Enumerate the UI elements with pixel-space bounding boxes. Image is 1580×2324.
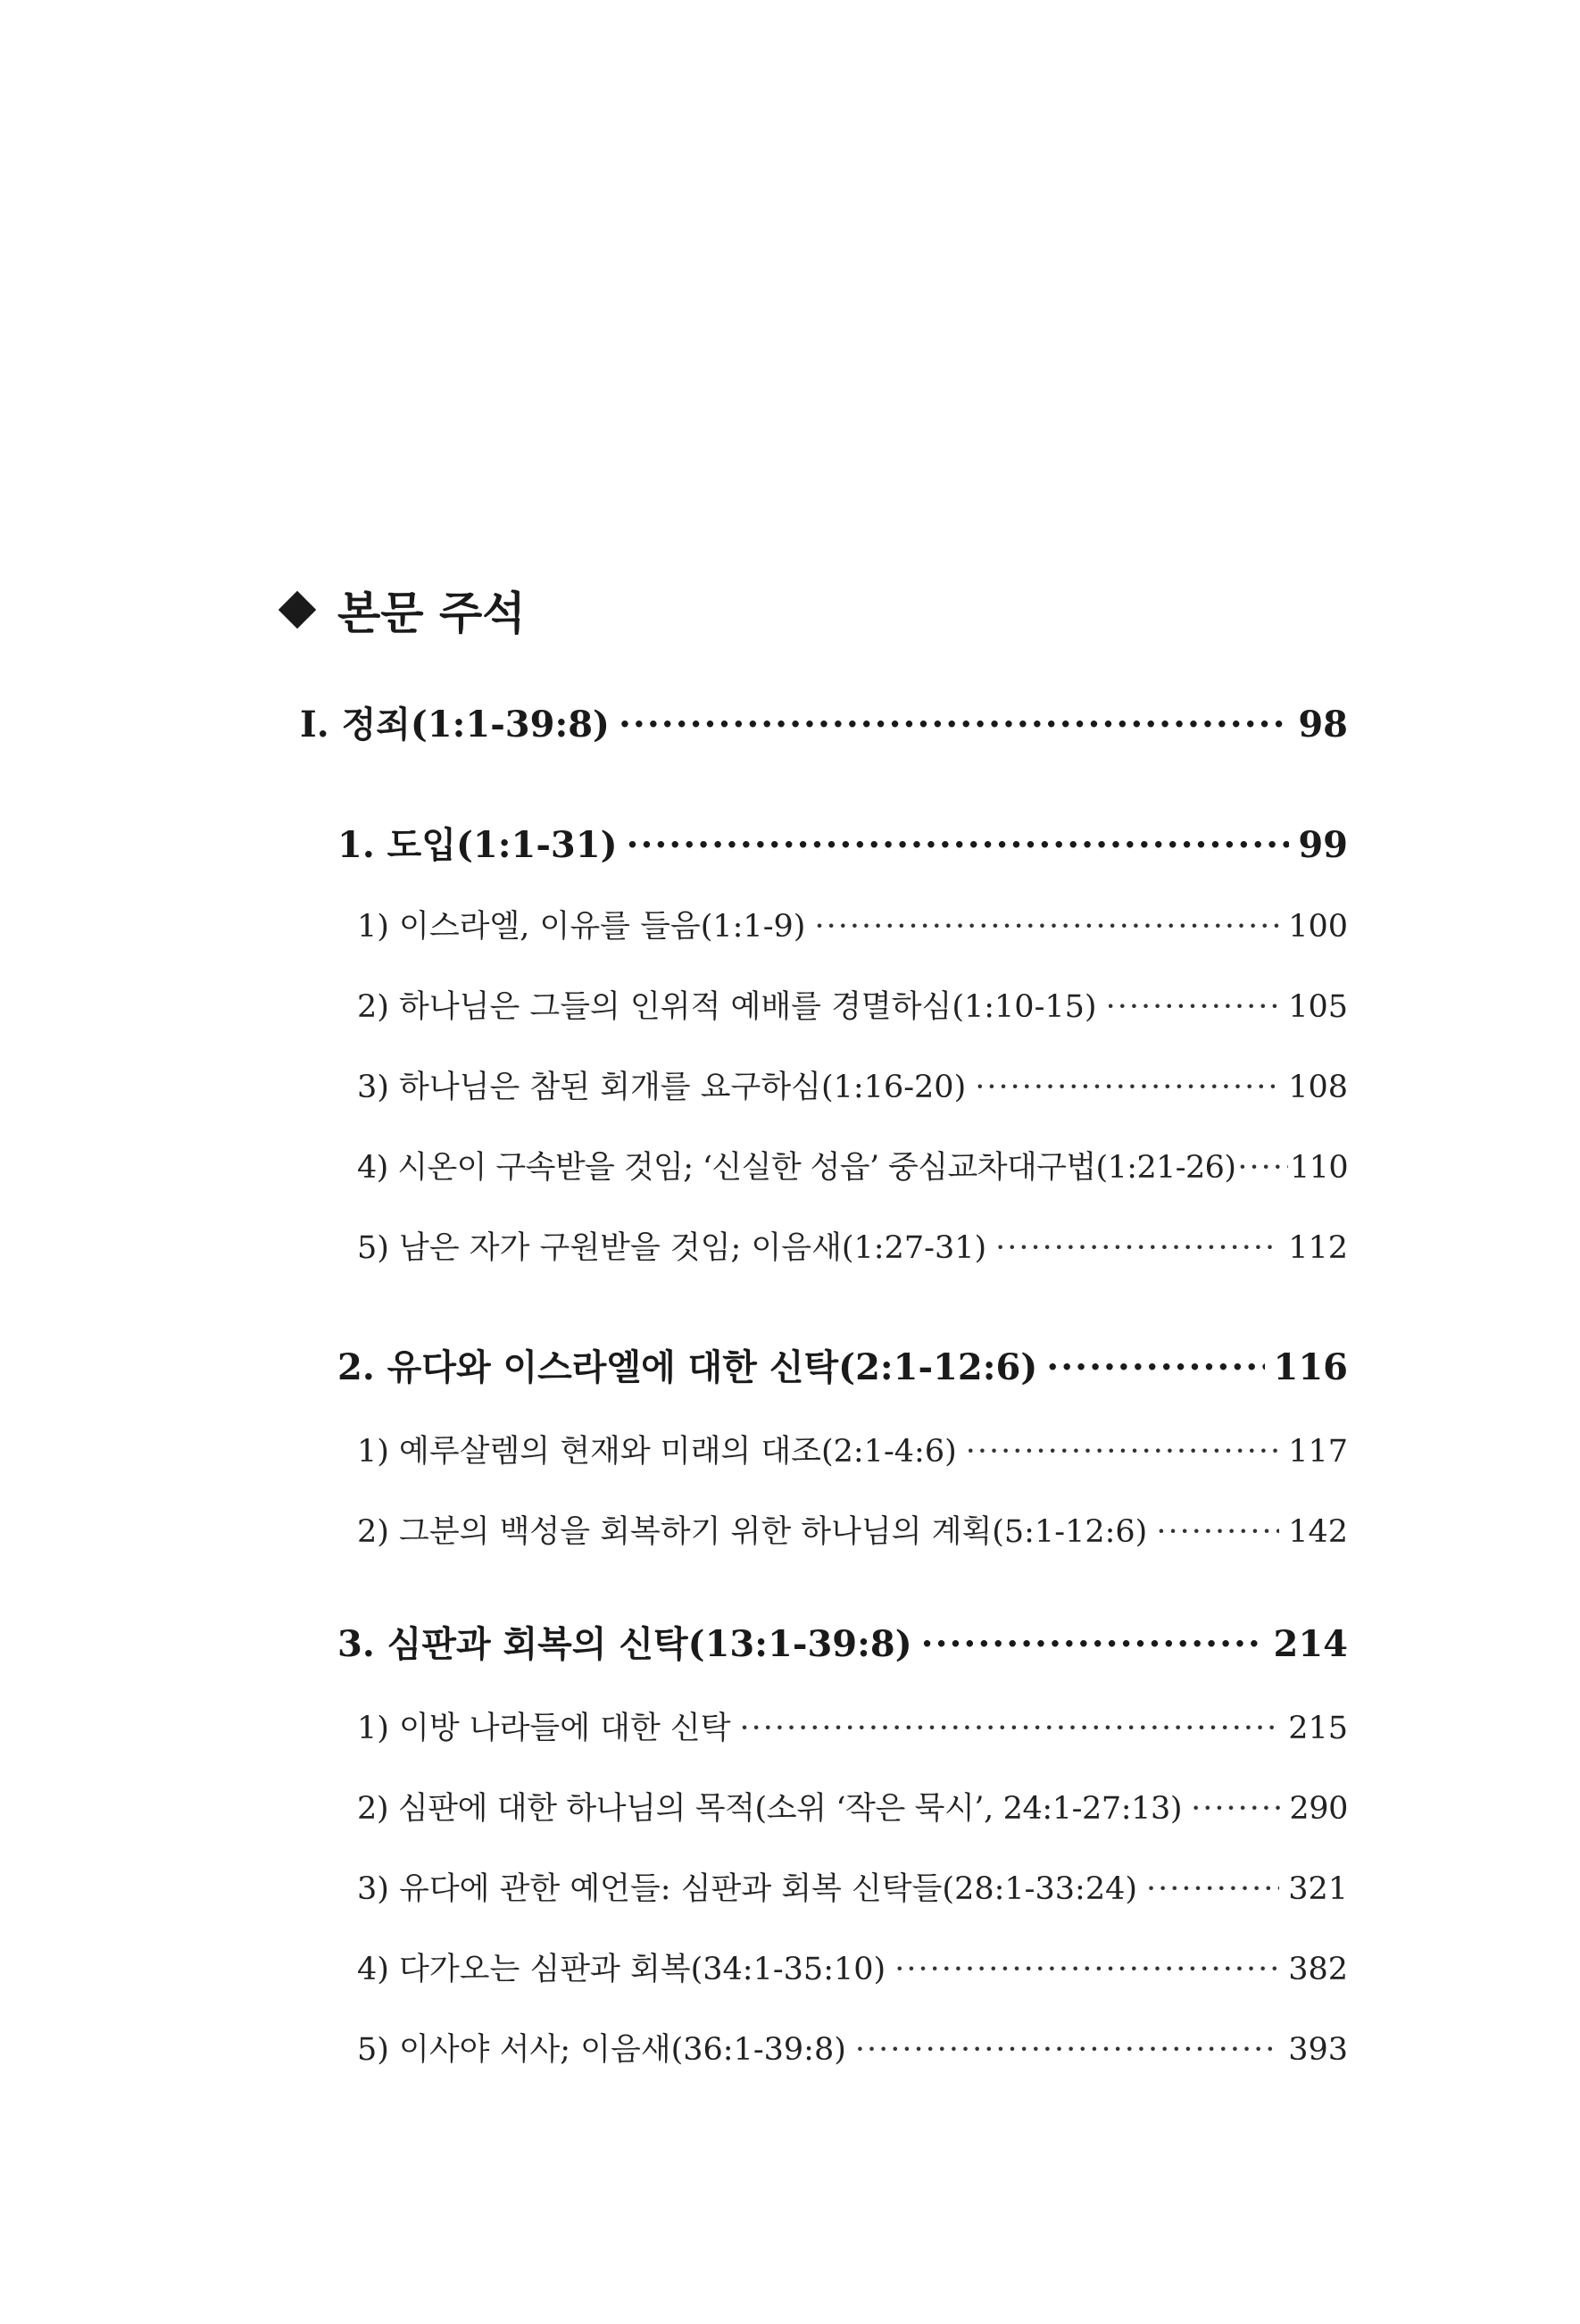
toc-entry-title: 3) 하나님은 참된 회개를 요구하심(1:16-20) — [357, 1070, 967, 1105]
toc-entry-page: 99 — [1298, 824, 1348, 866]
toc-entry-section[interactable] — [357, 1784, 1348, 1828]
toc-entry-title: 1) 이스라엘, 이유를 들음(1:1-9) — [357, 909, 806, 945]
toc-entry-page: 321 — [1288, 1871, 1348, 1907]
toc-entry-title: I. 정죄(1:1-39:8) — [300, 704, 610, 746]
toc-entry-title: 1) 예루살렘의 현재와 미래의 대조(2:1-4:6) — [357, 1434, 957, 1470]
toc-entry-page: 98 — [1298, 704, 1348, 746]
toc-entry-section[interactable] — [357, 1427, 1348, 1471]
toc-entry-title: 1) 이방 나라들에 대한 신탁 — [357, 1711, 731, 1746]
toc-entry-page: 116 — [1273, 1346, 1348, 1388]
toc-entry-title: 5) 이사야 서사; 이음새(36:1-39:8) — [357, 2032, 846, 2068]
toc-entry-page: 290 — [1289, 1791, 1348, 1827]
toc-entry-section[interactable] — [357, 1143, 1348, 1187]
toc-entry-title: 2. 유다와 이스라엘에 대한 신탁(2:1-12:6) — [337, 1346, 1038, 1388]
toc-entry-page: 110 — [1289, 1150, 1348, 1186]
toc-entry-page: 112 — [1288, 1230, 1348, 1266]
toc-leader-dots — [1146, 1871, 1279, 1907]
toc-leader-dots — [921, 1623, 1265, 1665]
toc-entry-title: 4) 시온이 구속받을 것임; ‘신실한 성읍’ 중심교차대구법(1:21-26) — [357, 1150, 1236, 1186]
toc-leader-dots — [1046, 1346, 1264, 1388]
toc-entry-title: 5) 남은 자가 구원받을 것임; 이음새(1:27-31) — [357, 1230, 987, 1266]
toc-leader-dots — [627, 824, 1290, 866]
toc-leader-dots — [1106, 989, 1280, 1025]
toc-entry-section[interactable] — [357, 1507, 1348, 1552]
toc-leader-dots — [619, 704, 1289, 746]
toc-entry-title: 2) 심판에 대한 하나님의 목적(소위 ‘작은 묵시’, 24:1-27:13) — [357, 1791, 1183, 1827]
toc-entry-chapter-1[interactable] — [337, 817, 1348, 868]
toc-entry-section[interactable] — [357, 1703, 1348, 1748]
toc-entry-title: 4) 다가오는 심판과 회복(34:1-35:10) — [357, 1952, 886, 1987]
toc-leader-dots — [855, 2032, 1279, 2068]
toc-entry-title: 1. 도입(1:1-31) — [337, 824, 618, 866]
toc-entry-chapter-2[interactable] — [337, 1339, 1348, 1390]
toc-entry-section[interactable] — [357, 1864, 1348, 1909]
toc-entry-page: 214 — [1273, 1623, 1348, 1665]
toc-leader-dots — [740, 1711, 1280, 1746]
toc-leader-dots — [894, 1952, 1279, 1987]
toc-entry-chapter-3[interactable] — [337, 1616, 1348, 1667]
toc-leader-dots — [1191, 1791, 1280, 1827]
toc-leader-dots — [1156, 1514, 1279, 1550]
toc-entry-title: 2) 그분의 백성을 회복하기 위한 하나님의 계획(5:1-12:6) — [357, 1514, 1148, 1550]
toc-entry-page: 215 — [1288, 1711, 1348, 1746]
toc-entry-title: 3. 심판과 회복의 신탁(13:1-39:8) — [337, 1623, 912, 1665]
toc-entry-page: 105 — [1288, 989, 1348, 1025]
toc-entry-section[interactable] — [357, 1223, 1348, 1268]
toc-entry-title: 2) 하나님은 그들의 인위적 예배를 경멸하심(1:10-15) — [357, 989, 1097, 1025]
toc-entry-section[interactable] — [357, 902, 1348, 946]
section-heading-label: 본문 주석 — [337, 587, 526, 639]
toc-entry-page: 142 — [1288, 1514, 1348, 1550]
toc-entry-title: 3) 유다에 관한 예언들: 심판과 회복 신탁들(28:1-33:24) — [357, 1871, 1138, 1907]
toc-entry-page: 117 — [1288, 1434, 1348, 1470]
toc-entry-page: 108 — [1288, 1070, 1348, 1105]
toc-entry-section[interactable] — [357, 1062, 1348, 1107]
toc-entry-section[interactable] — [357, 982, 1348, 1027]
toc-entry-section[interactable] — [357, 2025, 1348, 2070]
toc-entry-section[interactable] — [357, 1945, 1348, 1989]
toc-leader-dots — [1237, 1150, 1288, 1186]
toc-entry-part-1[interactable] — [300, 696, 1348, 747]
toc-entry-page: 100 — [1288, 909, 1348, 945]
toc-entry-page: 393 — [1288, 2032, 1348, 2068]
toc-leader-dots — [995, 1230, 1279, 1266]
section-heading — [279, 579, 526, 641]
toc-entry-page: 382 — [1288, 1952, 1348, 1987]
toc-leader-dots — [975, 1070, 1279, 1105]
toc-leader-dots — [966, 1434, 1279, 1470]
diamond-bullet-icon — [279, 591, 316, 629]
toc-leader-dots — [814, 909, 1279, 945]
